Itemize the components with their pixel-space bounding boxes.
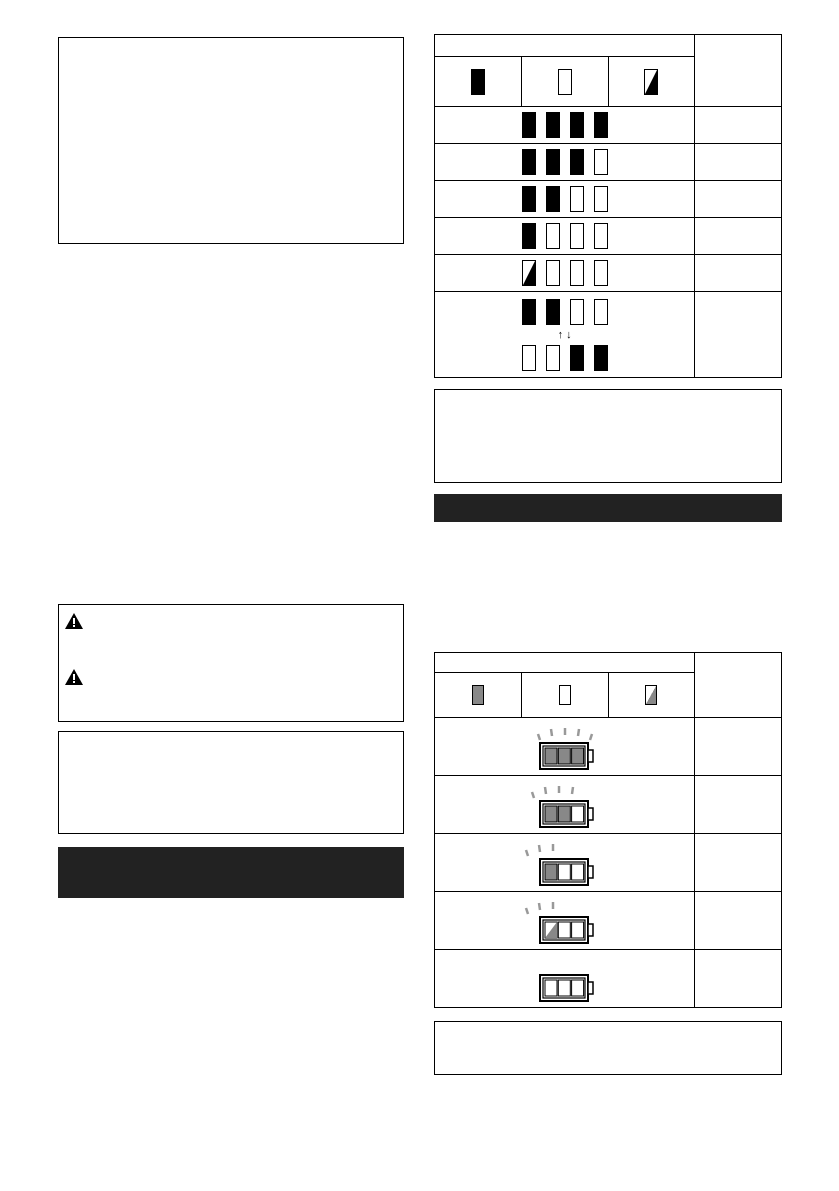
table2-cell-right [695,776,782,834]
led-on-icon [522,149,536,175]
led-blinking-icon [645,685,657,705]
led-on-icon [522,112,536,138]
legend-blinking [608,57,695,107]
table-row [435,776,782,834]
table2-cell-right [695,834,782,892]
note-box-mid-left [58,731,404,834]
table2-cell-right [695,718,782,776]
led-off-icon [558,69,572,95]
legend-on [435,673,522,718]
led-off-icon [594,299,608,325]
led-off-icon [594,223,608,249]
note-box-top-left [58,37,404,244]
battery-cell-off [558,980,570,996]
led-off-icon [570,223,584,249]
section-header-bar-right [434,494,782,522]
led-off-icon [594,149,608,175]
table-row [435,950,782,1008]
blink-ray [578,729,579,736]
led-on-icon [546,112,560,138]
warning-box [58,604,404,722]
led-off-icon [570,299,584,325]
table2-header [435,653,695,673]
battery-cell-on [571,748,583,764]
blink-ray [590,734,592,740]
blink-ray [538,734,540,740]
led-half-icon [522,260,536,286]
table1-cell-right [695,144,782,181]
table2-cell-right [695,892,782,950]
table-row [435,892,782,950]
led-off-icon [522,345,536,371]
battery-cell-on [545,806,557,822]
led-indicator-table [434,34,782,378]
table1-cell-right [695,292,782,378]
battery-row-cell [435,892,695,950]
legend-on [435,57,522,107]
led-blinking-icon [644,69,658,95]
table1-header-right [695,35,782,107]
led-row-cell [435,218,695,255]
led-off-icon [546,260,560,286]
led-row-cell [435,255,695,292]
note-box-right-bottom [434,1021,782,1075]
blink-ray [526,850,528,856]
table1-alternating-row [435,292,695,378]
table1-cell-right [695,218,782,255]
battery-cell-off [571,922,583,938]
battery-indicator-table [434,652,782,1008]
battery-cell-on [545,864,557,880]
table-row [435,718,782,776]
battery-cell-off [545,980,557,996]
battery-cell-on [558,748,570,764]
led-off-icon [570,186,584,212]
alternating-arrows: ↑ ↓ [557,328,572,341]
led-row-cell [435,107,695,144]
table2-header-right [695,653,782,718]
led-on-icon [522,186,536,212]
table-row [435,218,782,255]
led-on-icon [522,299,536,325]
battery-cell-on [558,806,570,822]
table1-cell-right [695,255,782,292]
legend-blinking [608,673,695,718]
battery-row-cell [435,834,695,892]
table1-cell-right [695,107,782,144]
table-row [435,834,782,892]
battery-icon [520,780,610,830]
led-on-icon [570,112,584,138]
battery-icon [520,838,610,888]
battery-cell-off [571,980,583,996]
note-box-right-top [434,389,782,483]
led-on-icon [594,112,608,138]
battery-icon [520,896,610,946]
table-row [435,144,782,181]
led-on-icon [546,149,560,175]
blink-ray [572,787,573,794]
table-row [435,107,782,144]
blink-ray [551,729,552,736]
blink-ray [545,787,546,794]
led-off-icon [546,345,560,371]
battery-row-cell [435,776,695,834]
table2-cell-right [695,950,782,1008]
table-row [435,181,782,218]
legend-off [521,57,608,107]
blink-ray [532,792,534,798]
battery-icon [520,722,610,772]
battery-row-cell [435,718,695,776]
blink-ray [539,845,540,852]
led-on-icon [546,186,560,212]
led-on-icon [472,685,484,705]
led-off-icon [570,260,584,286]
battery-cell-off [558,922,570,938]
led-on-icon [570,345,584,371]
table1-cell-right [695,181,782,218]
warning-triangle-icon [65,613,83,629]
led-on-icon [546,299,560,325]
led-off-icon [546,223,560,249]
battery-icon [520,954,610,1004]
led-on-icon [522,223,536,249]
table1-header [435,35,695,57]
battery-cell-on [545,748,557,764]
led-on-icon [594,345,608,371]
warning-triangle-icon [65,669,83,685]
blink-ray [539,903,540,910]
section-header-bar-left [58,847,404,898]
battery-row-cell [435,950,695,1008]
table-row [435,255,782,292]
legend-off [521,673,608,718]
led-row-cell [435,181,695,218]
led-on-icon [570,149,584,175]
battery-cell-off [571,864,583,880]
battery-cell-off [571,806,583,822]
battery-cell-off [558,864,570,880]
led-off-icon [559,685,571,705]
led-on-icon [471,69,485,95]
led-off-icon [594,260,608,286]
led-off-icon [594,186,608,212]
led-row-cell [435,144,695,181]
blink-ray [526,908,528,914]
